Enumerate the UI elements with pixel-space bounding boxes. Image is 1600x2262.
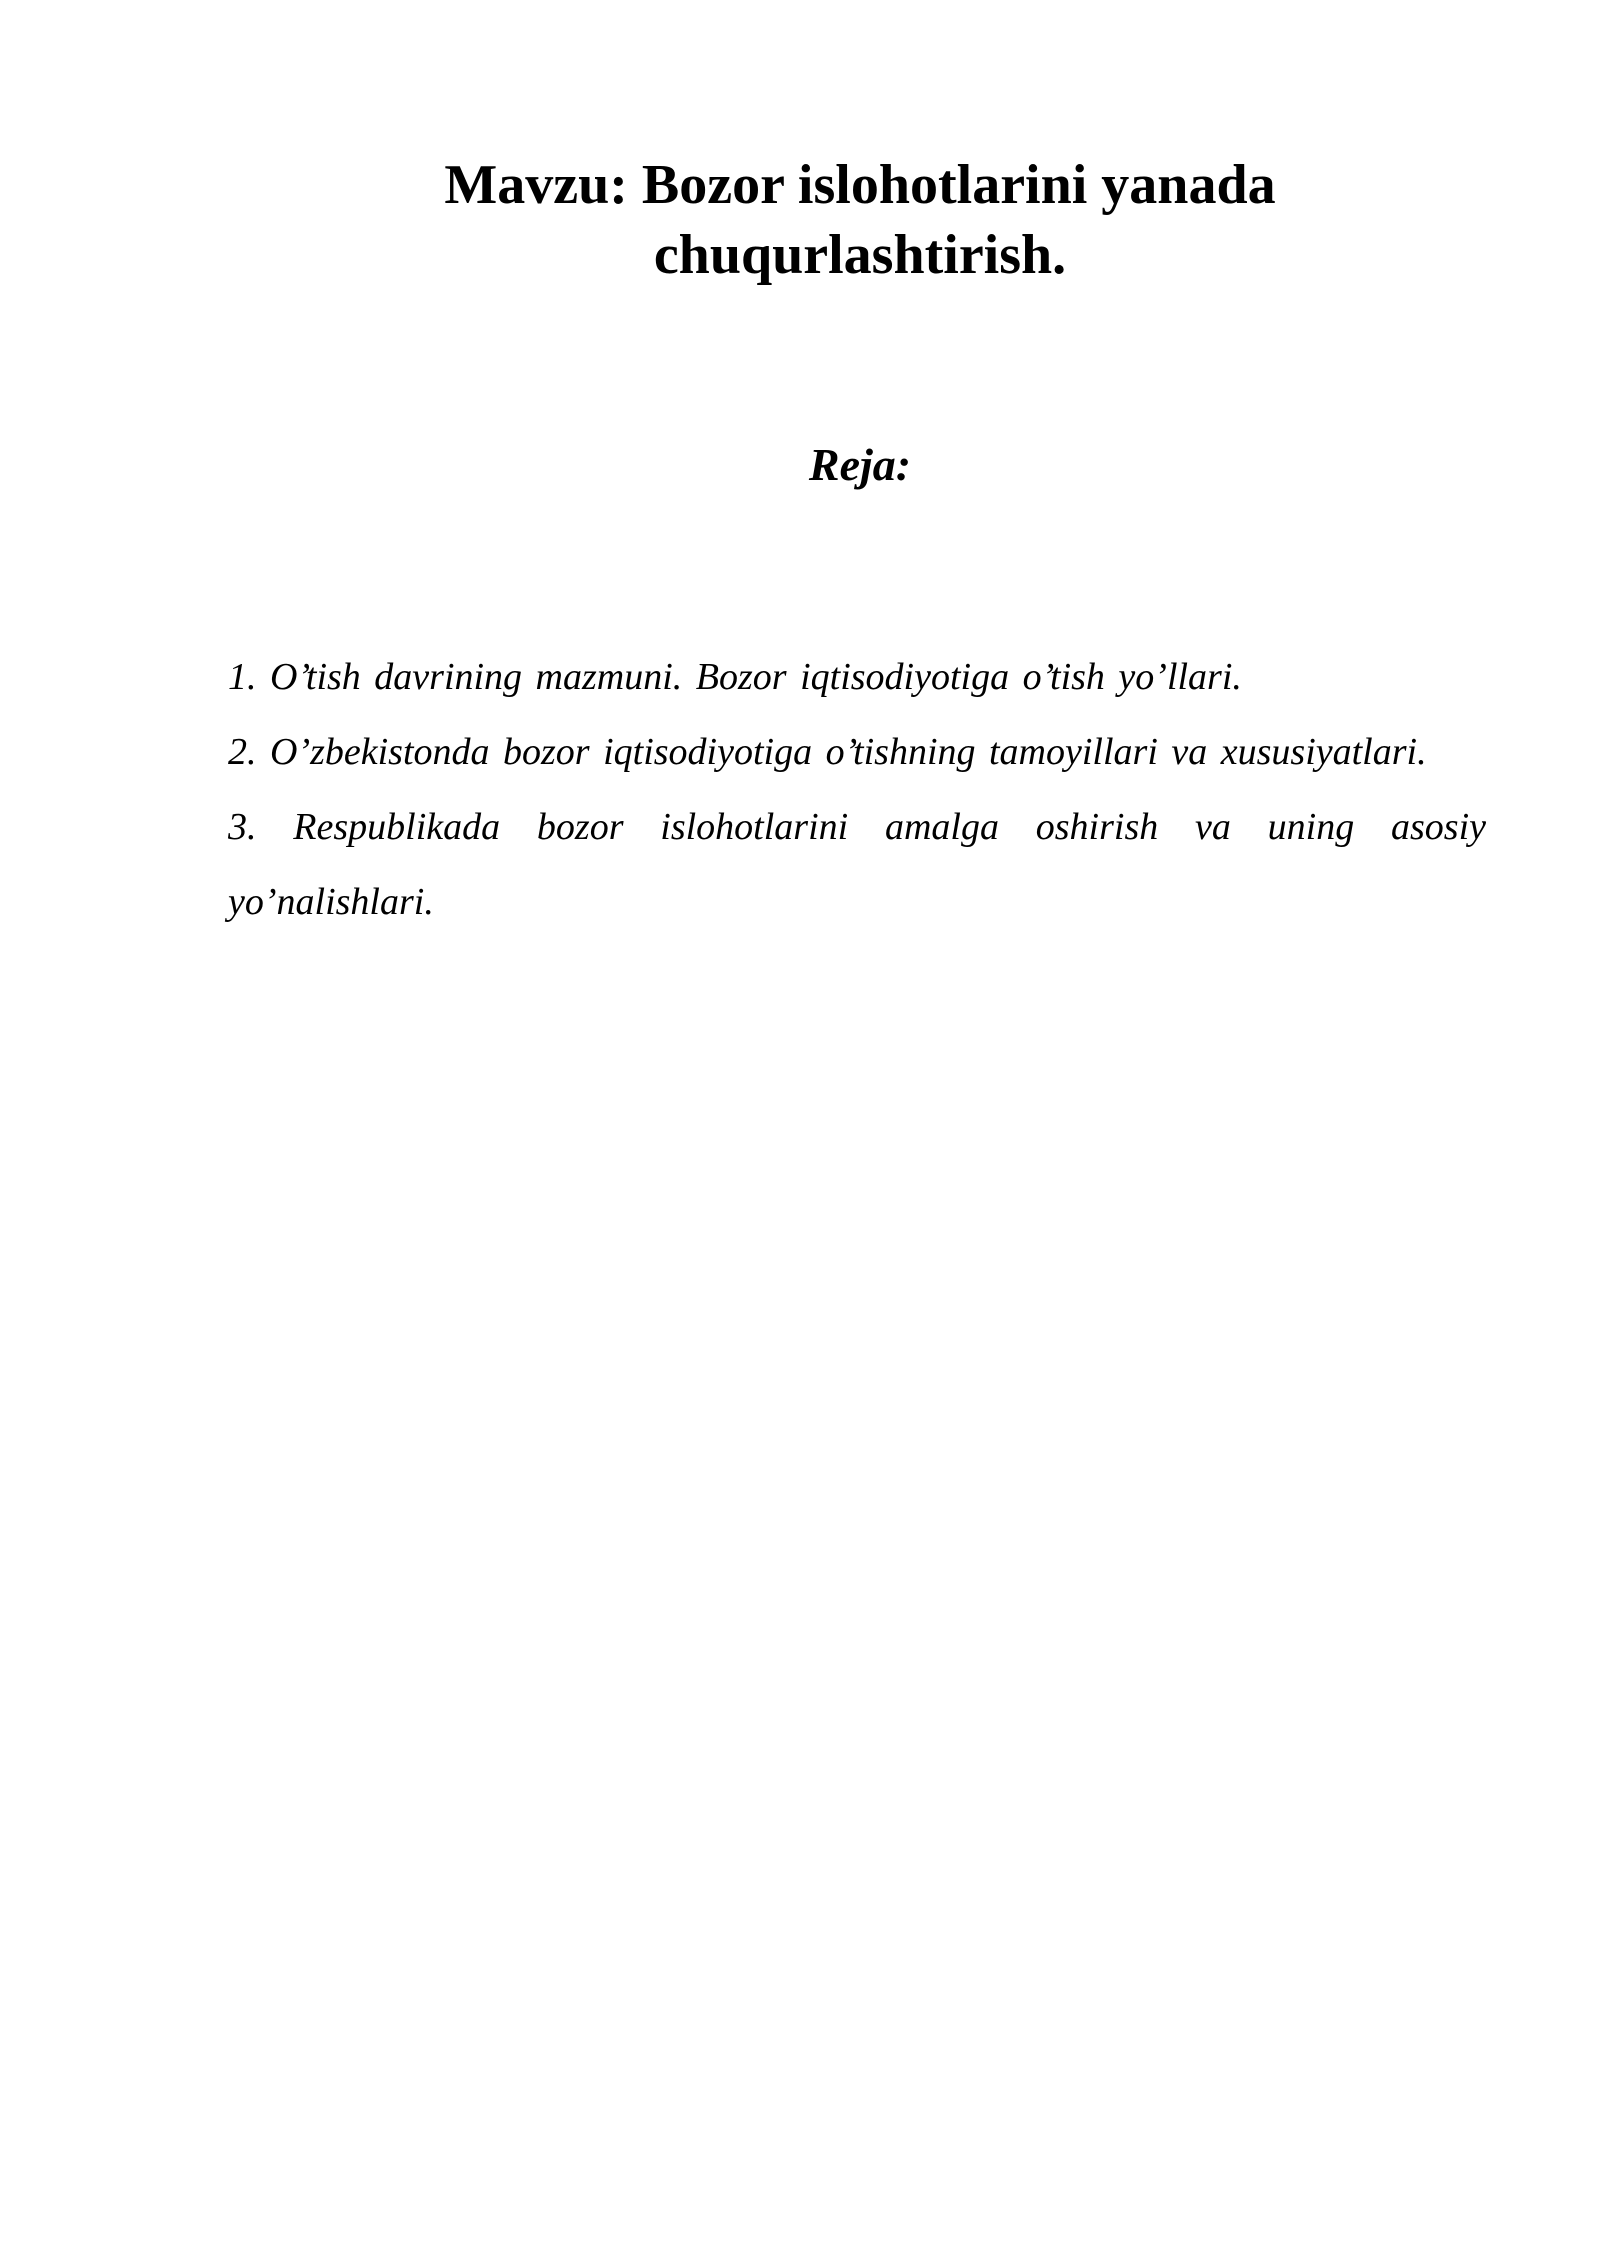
plan-item: 1. O’tish davrining mazmuni. Bozor iqtisodiyotiga o’tish yo’llari. (228, 656, 1242, 698)
plan-item: 3. Respublikada bozor islohotlarini amalga oshirish va uning asosiy yo’nalishlari. (228, 806, 1486, 923)
plan-list (228, 640, 1486, 940)
page-title: Mavzu: Bozor islohotlarini yanada chuqurlashtirish. (444, 154, 1276, 286)
plan-item: 2. O’zbekistonda bozor iqtisodiyotiga o’tishning tamoyillari va xususiyatlari. (228, 731, 1427, 773)
plan-heading: Reja: (808, 439, 912, 490)
